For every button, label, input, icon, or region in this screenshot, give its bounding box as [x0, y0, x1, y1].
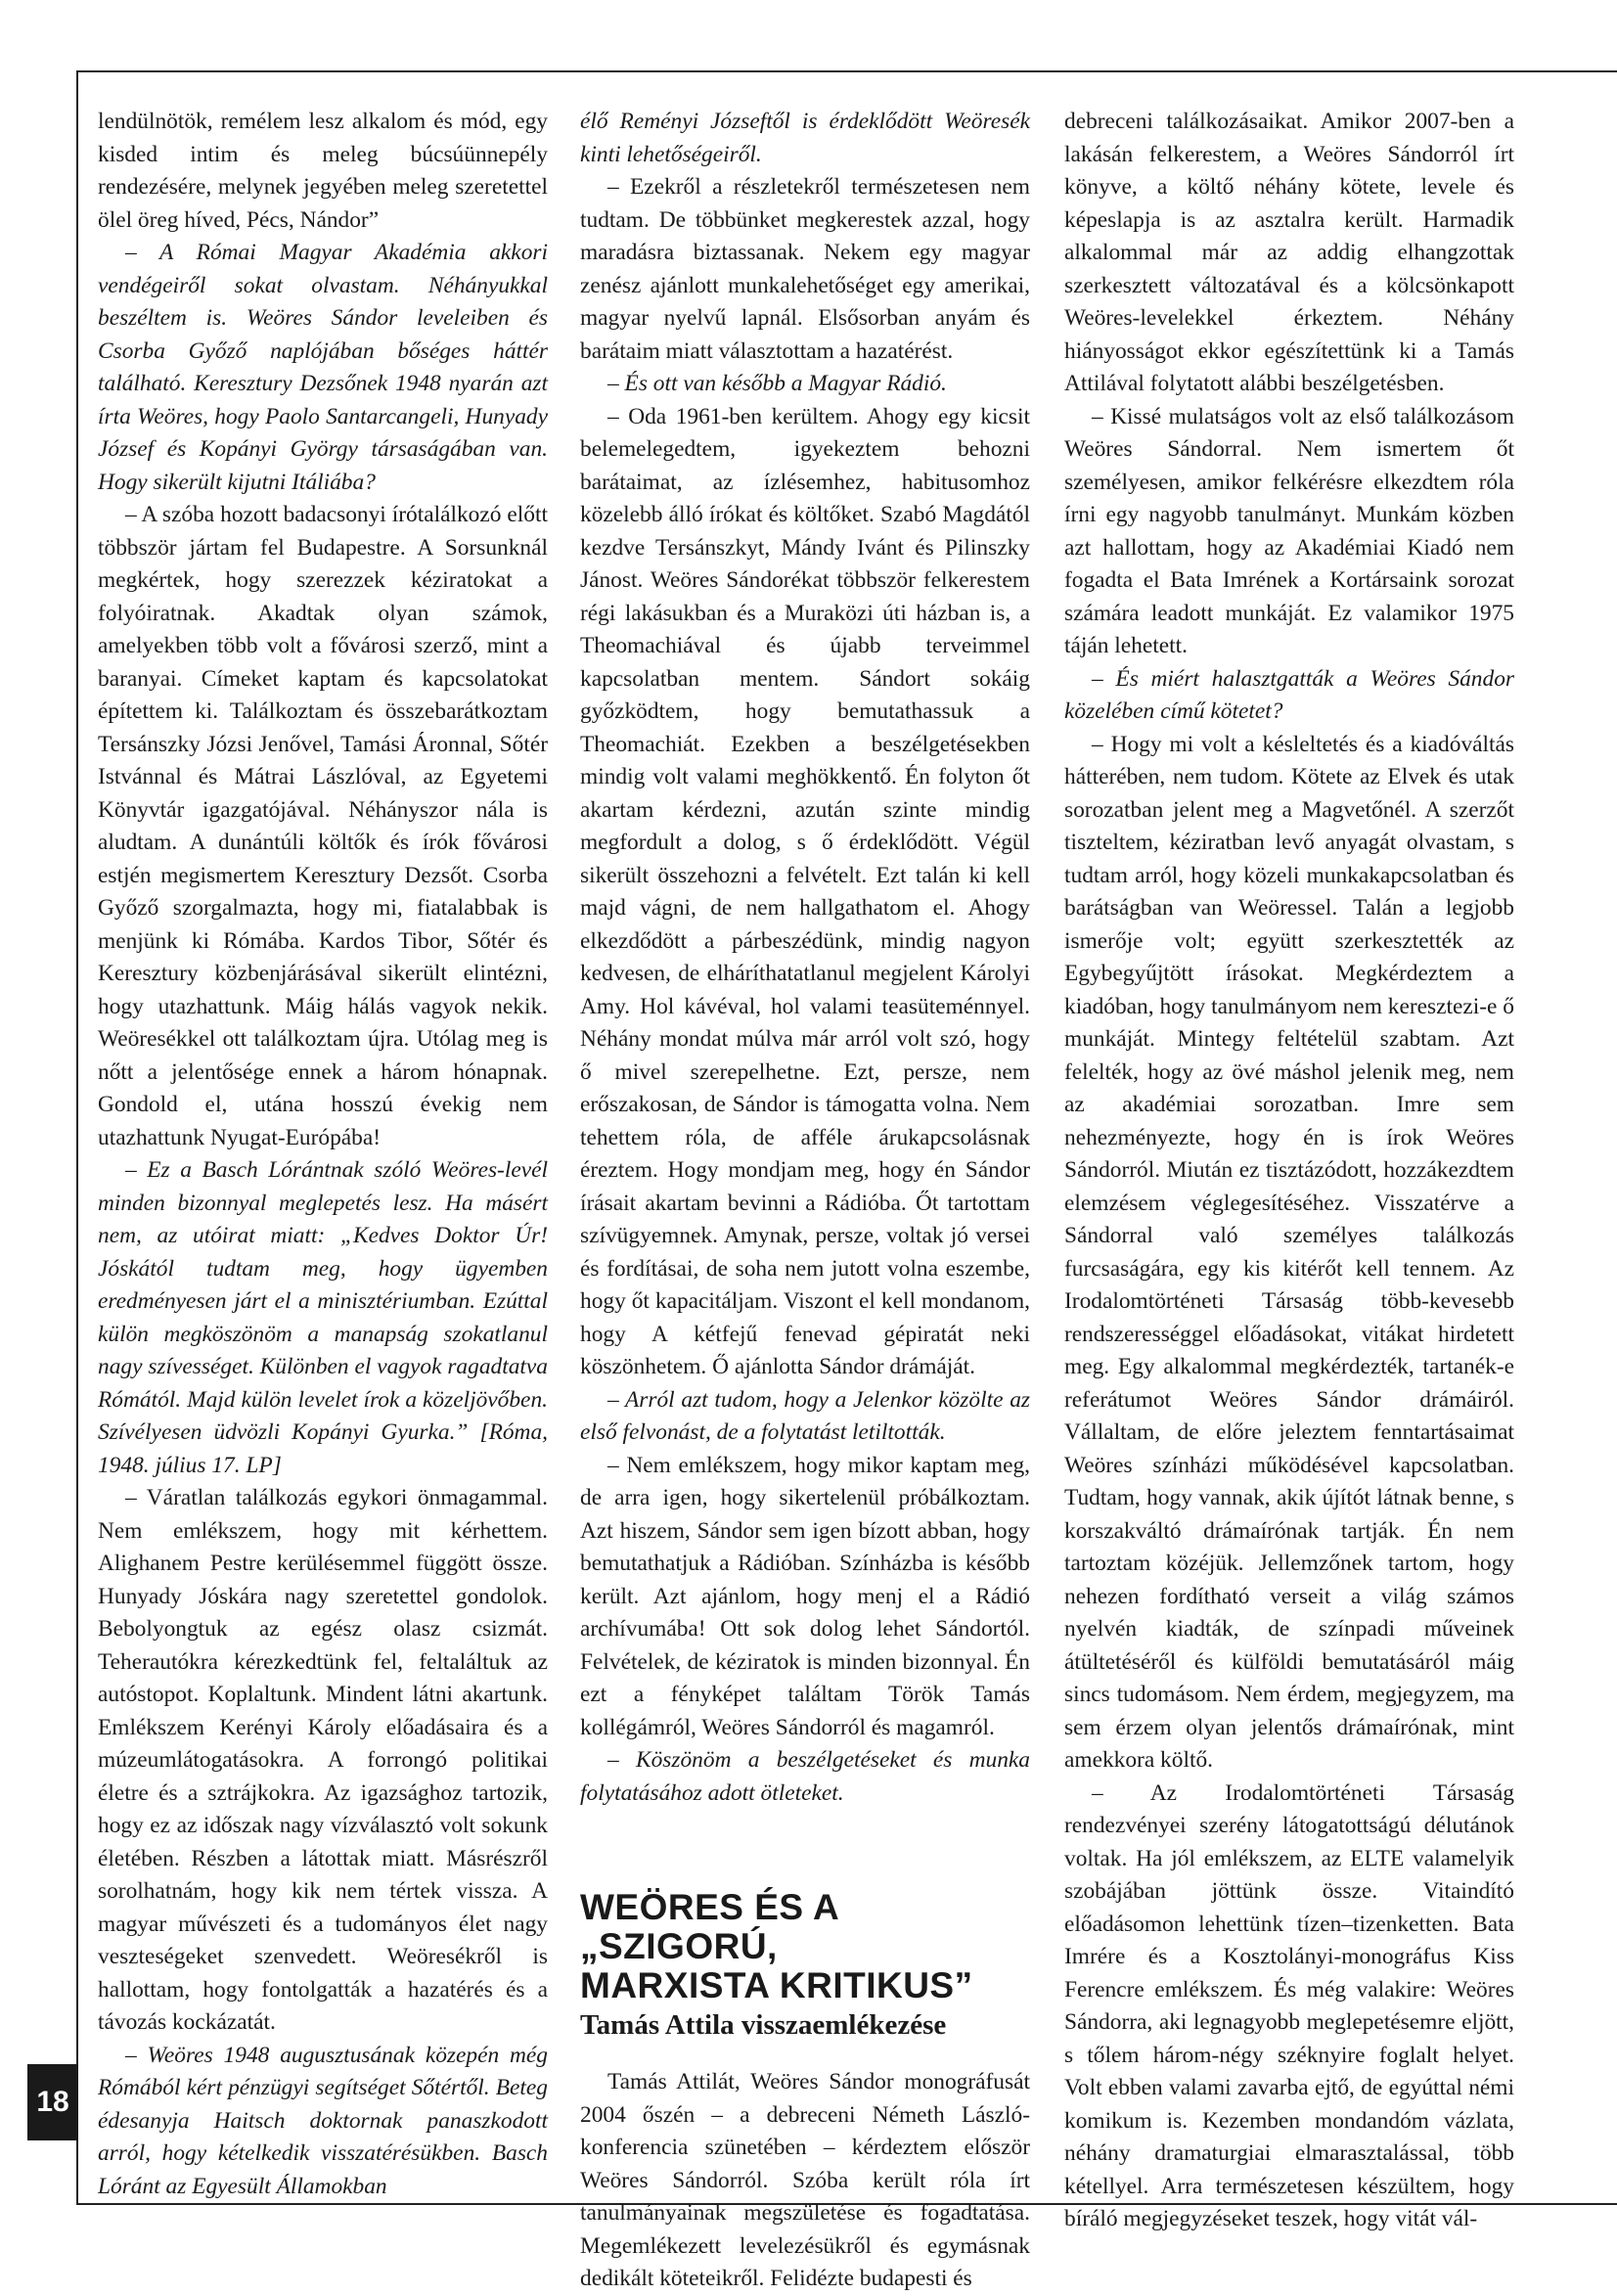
paragraph: – És ott van később a Magyar Rádió.: [607, 371, 947, 396]
paragraph: – Nem emlékszem, hogy mikor kaptam meg, de arra igen, hogy sikertelenül próbálkoztam. Azt hiszem, Sándor sem igen bízott abban, hogy bemutathatjuk a Rádióban. Színházba is később került. Azt ajánlom, hogy menj el a Rádió archívumába! Ott sok dolog lehet Sándortól. Felvételek, de kéziratok is minden bizonnyal. Én ezt a fényképet találtam Török Tamás kollégámról, Weöres Sándorról és magamról.: [580, 1452, 1030, 1740]
paragraph: – Weöres 1948 augusztusának közepén még Rómából kért pénzügyi segítséget Sőtértől. Beteg édesanyja Haitsch doktornak panaszkodott arról, hogy kételkedik visszatérésükben. Basch Lóránt az Egyesült Államokban: [98, 2042, 548, 2199]
paragraph: – A Római Magyar Akadémia akkori vendégeiről sokat olvastam. Néhányukkal beszéltem is. Weöres Sándor leveleiben és Csorba Győző naplójában bőséges háttér található. Keresztury Dezsőnek 1948 nyarán azt írta Weöres, hogy Paolo Santarcangeli, Hunyady József és Kopányi György társaságában van. Hogy sikerült kijutni Itáliába?: [98, 240, 548, 495]
col2-top-paragraphs: [580, 106, 1030, 1810]
article-subheading: Tamás Attila visszaemlékezése: [580, 2009, 947, 2041]
paragraph: – Oda 1961-ben kerültem. Ahogy egy kicsit belemelegedtem, igyekeztem behozni barátaimat, az ízlésemhez, habitusomhoz közelebb álló írókat és költőket. Szabó Magdától kezdve Tersánszkyt, Mándy Ivánt és Pilinszky Jánost. Weöres Sándorékat többször felkerestem régi lakásukban és a Muraközi úti házban is, a Theomachiával és újabb terveimmel kapcsolatban mentem. Sándort sokáig győzködtem, hogy bemutathassuk a Theomachiát. Ezekben a beszélgetésekben mindig volt valami meghökkentő. Én folyton őt akartam kérdezni, azután szinte mindig megfordult a dolog, s ő érdeklődött. Végül sikerült összehozni a felvételt. Ezt talán ki kell majd vágni, de nem hallgathatom el. Ahogy elkezdődött a párbeszédünk, mindig nagyon kedvesen, de elháríthatatlanul megjelent Károlyi Amy. Hol kávéval, hol valami teasüteménnyel. Néhány mondat múlva már arról volt szó, hogy ő mivel szerepelhetne. Ezt, persze, nem erőszakosan, de Sándor is támogatta volna. Nem tehettem róla, de afféle árukapcsolásnak éreztem. Hogy mondjam meg, hogy én Sándor írásait akartam bevinni a Rádióba. Őt tartottam szívügyemnek. Amynak, persze, voltak jó versei és fordításai, de soha nem jutott volna eszembe, hogy őt kapacitáljam. Viszont el kell mondanom, hogy A kétfejű fenevad gépiratát neki köszönhetem. Ő ajánlotta Sándor drámáját.: [580, 403, 1030, 1379]
paragraph: élő Reményi Józseftől is érdeklődött Weöresék kinti lehetőségeiről.: [580, 109, 1030, 167]
paragraph: lendülnötök, remélem lesz alkalom és mód, egy kisded intim és meleg búcsúünnepély rendezésére, melynek jegyében meleg szeretettel ölel öreg híved, Pécs, Nándor”: [98, 109, 548, 233]
paragraph: – Az Irodalomtörténeti Társaság rendezvényei szerény látogatottságú délutánok voltak. Ha jól emlékszem, az ELTE valamelyik szobájában jöttünk össze. Vitaindító előadásomon lehettünk tízen–tizenketten. Bata Imrére és a Kosztolányi-monográfus Kiss Ferencre emlékszem. És még valakire: Weöres Sándorra, aki legnagyobb meglepetésemre eljött, s tőlem három-négy széknyire foglalt helyet. Volt ebben valami zavarba ejtő, de egyúttal némi komikum is. Kezemben mondandóm vázlata, néhány dramaturgiai elmarasztalással, több kétellyel. Arra természetesen készültem, hogy bíráló megjegyzéseket teszek, hogy vitát vál-: [1064, 1779, 1514, 2231]
paragraph: debreceni találkozásaikat. Amikor 2007-ben a lakásán felkerestem, a Weöres Sándorról írt könyve, a költő néhány kötete, levele és képeslapja is az asztalra került. Harmadik alkalommal már az addig elhangzottak szerkesztett változatával és a kölcsönkapott Weöres-levelekkel érkeztem. Néhány hiányosságot ekkor egészítettünk ki a Tamás Attilával folytatott alábbi beszélgetésben.: [1064, 109, 1514, 396]
page-number: 18: [27, 2064, 78, 2140]
article-heading: [580, 1888, 1030, 2005]
paragraph: – Hogy mi volt a késleltetés és a kiadóváltás hátterében, nem tudom. Kötete az Elvek és utak sorozatban jelent meg a Magvetőnél. A szerzőt tiszteltem, kéziratban levő anyagát olvastam, s tudtam arról, hogy közeli munkakapcsolatban és barátságban van Weöressel. Talán a legjobb ismerője volt; együtt szerkesztették az Egybegyűjtött írásokat. Megkérdeztem a kiadóban, hogy tanulmányom nem keresztezi-e ő munkáját. Mintegy feltételül szabtam. Azt felelték, hogy az övé máshol jelenik meg, nem az akadémiai sorozatban. Imre sem nehezményezte, hogy én is írok Weöres Sándorról. Miután ez tisztázódott, hozzákezdtem elemzésem véglegesítéséhez. Visszatérve a Sándorral való személyes találkozás furcsaságára, egy kis kitérőt kell tennem. Az Irodalomtörténeti Társaság több-kevesebb rendszerességgel előadásokat, vitákat hirdetett meg. Egy alkalommal megkérdezték, tartanék-e referátumot Weöres Sándor drámáiról. Vállaltam, de előre jeleztem fenntartásaimat Weöres színházi működésével kapcsolatban. Tudtam, hogy vannak, akik újítót látnak benne, s korszakváltó drámaírónak tartják. Én nem tartoztam közéjük. Jellemzőnek tartom, hogy nehezen fordítható verseit a világ számos nyelvén kiadták, de színpadi műveinek átültetéséről és külföldi bemutatásáról máig sincs tudomásom. Nem érdem, megjegyzem, ma sem érzem olyan jelentős drámaírónak, mint amekkora költő.: [1064, 731, 1514, 1773]
frame-top-rule: [76, 70, 1617, 72]
frame-left-rule: [76, 70, 78, 2203]
paragraph: – A szóba hozott badacsonyi írótalálkozó előtt többször jártam fel Budapestre. A Sorsunknál megkértek, hogy szerezzek kéziratokat a folyóiratnak. Akadtak olyan számok, amelyekben több volt a fővárosi szerző, mint a baranyai. Címeket kaptam és kapcsolatokat építettem ki. Találkoztam és összebarátkoztam Tersánszky Józsi Jenővel, Tamási Áronnal, Sőtér Istvánnal és Mátrai Lászlóval, az Egyetemi Könyvtár igazgatójával. Néhányszor nála is aludtam. A dunántúli költők és írók fővárosi estjén megismertem Keresztury Dezsőt. Csorba Győző szorgalmazta, hogy mi, fiatalabbak is menjünk ki Rómába. Kardos Tibor, Sőtér és Keresztury közbenjárásával sikerült elintézni, hogy utazhattunk. Máig hálás vagyok nekik. Weöresékkel ott találkoztam újra. Utólag meg is nőtt a jelentősége ennek a három hónapnak. Gondold el, utána hosszú évekig nem utazhattunk Nyugat-Európába!: [98, 502, 548, 1150]
article-heading-line-1: WEÖRES ÉS A „SZIGORÚ,: [580, 1887, 838, 1966]
paragraph: – Köszönöm a beszélgetéseket és munka folytatásához adott ötleteket.: [580, 1747, 1030, 1806]
paragraph: – Váratlan találkozás egykori önmagammal. Nem emlékszem, hogy mit kérhettem. Alighanem Pestre kerülésemmel függött össze. Hunyady Jóskára nagy szeretettel gondolok. Bebolyongtuk az egész olasz csizmát. Teherautókra kérezkedtünk fel, feltaláltuk az autóstopot. Koplaltunk. Mindent látni akartunk. Emlékszem Kerényi Károly előadásaira és a múzeumlátogatásokra. A forrongó politikai életre és a sztrájkokra. Az igazsághoz tartozik, hogy ez az időszak nagy vízválasztó volt sokunk életében. Részben a látottak miatt. Másrészről sorolhatnám, hogy kik nem tértek vissza. A magyar művészeti és a tudományos élet nagy veszteségeket szenvedett. Weöresékről is hallottam, hogy fontolgatták a hazatérés és a távozás kockázatát.: [98, 1485, 548, 2035]
paragraph: Tamás Attilát, Weöres Sándor monográfusát 2004 őszén – a debreceni Németh László-konferencia szünetében – kérdeztem először Weöres Sándorról. Szóba került róla írt tanulmányainak megszületése és fogadtatása. Megemlékezett levelezésükről és egymásnak dedikált köteteikről. Felidézte budapesti és: [580, 2069, 1030, 2291]
col1-paragraphs: [98, 106, 548, 2203]
paragraph: – És miért halasztgatták a Weöres Sándor közelében című kötetet?: [1064, 665, 1514, 724]
paragraph: – Kissé mulatságos volt az első találkozásom Weöres Sándorral. Nem ismertem őt személyesen, amikor felkérésre elkezdtem róla írni egy nagyobb tanulmányt. Munkám közben azt hallottam, hogy az Akadémiai Kiadó nem fogadta el Bata Imrének a Kortársaink sorozat számára leadott munkáját. Ez valamikor 1975 táján lehetett.: [1064, 403, 1514, 658]
column-2: [580, 106, 1030, 2296]
col2-bottom-paragraphs: [580, 2066, 1030, 2296]
paragraph: – Ezekről a részletekről természetesen nem tudtam. De többünket megkerestek azzal, hogy maradásra biztassanak. Nekem egy magyar zenész ajánlott munkalehetőséget egy amerikai, magyar nyelvű lapnál. Elsősorban anyám és barátaim miatt választottam a hazatérést.: [580, 174, 1030, 364]
column-3: [1064, 106, 1514, 2236]
article-heading-line-2: MARXISTA KRITIKUS”: [580, 1965, 973, 2005]
col3-paragraphs: [1064, 106, 1514, 2236]
paragraph: – Ez a Basch Lórántnak szóló Weöres-levél minden bizonnyal meglepetés lesz. Ha másért nem, az utóirat miatt: „Kedves Doktor Úr! Jóskától tudtam meg, hogy ügyemben eredményesen járt el a minisztériumban. Ezúttal külön megköszönöm a manapság szokatlanul nagy szívességet. Különben el vagyok ragadtatva Rómától. Majd külön levelet írok a közeljövőben. Szívélyesen üdvözli Kopányi Gyurka.” [Róma, 1948. július 17. LP]: [98, 1157, 548, 1478]
column-1: [98, 106, 548, 2203]
paragraph: – Arról azt tudom, hogy a Jelenkor közölte az első felvonást, de a folytatást letiltották.: [580, 1386, 1030, 1445]
